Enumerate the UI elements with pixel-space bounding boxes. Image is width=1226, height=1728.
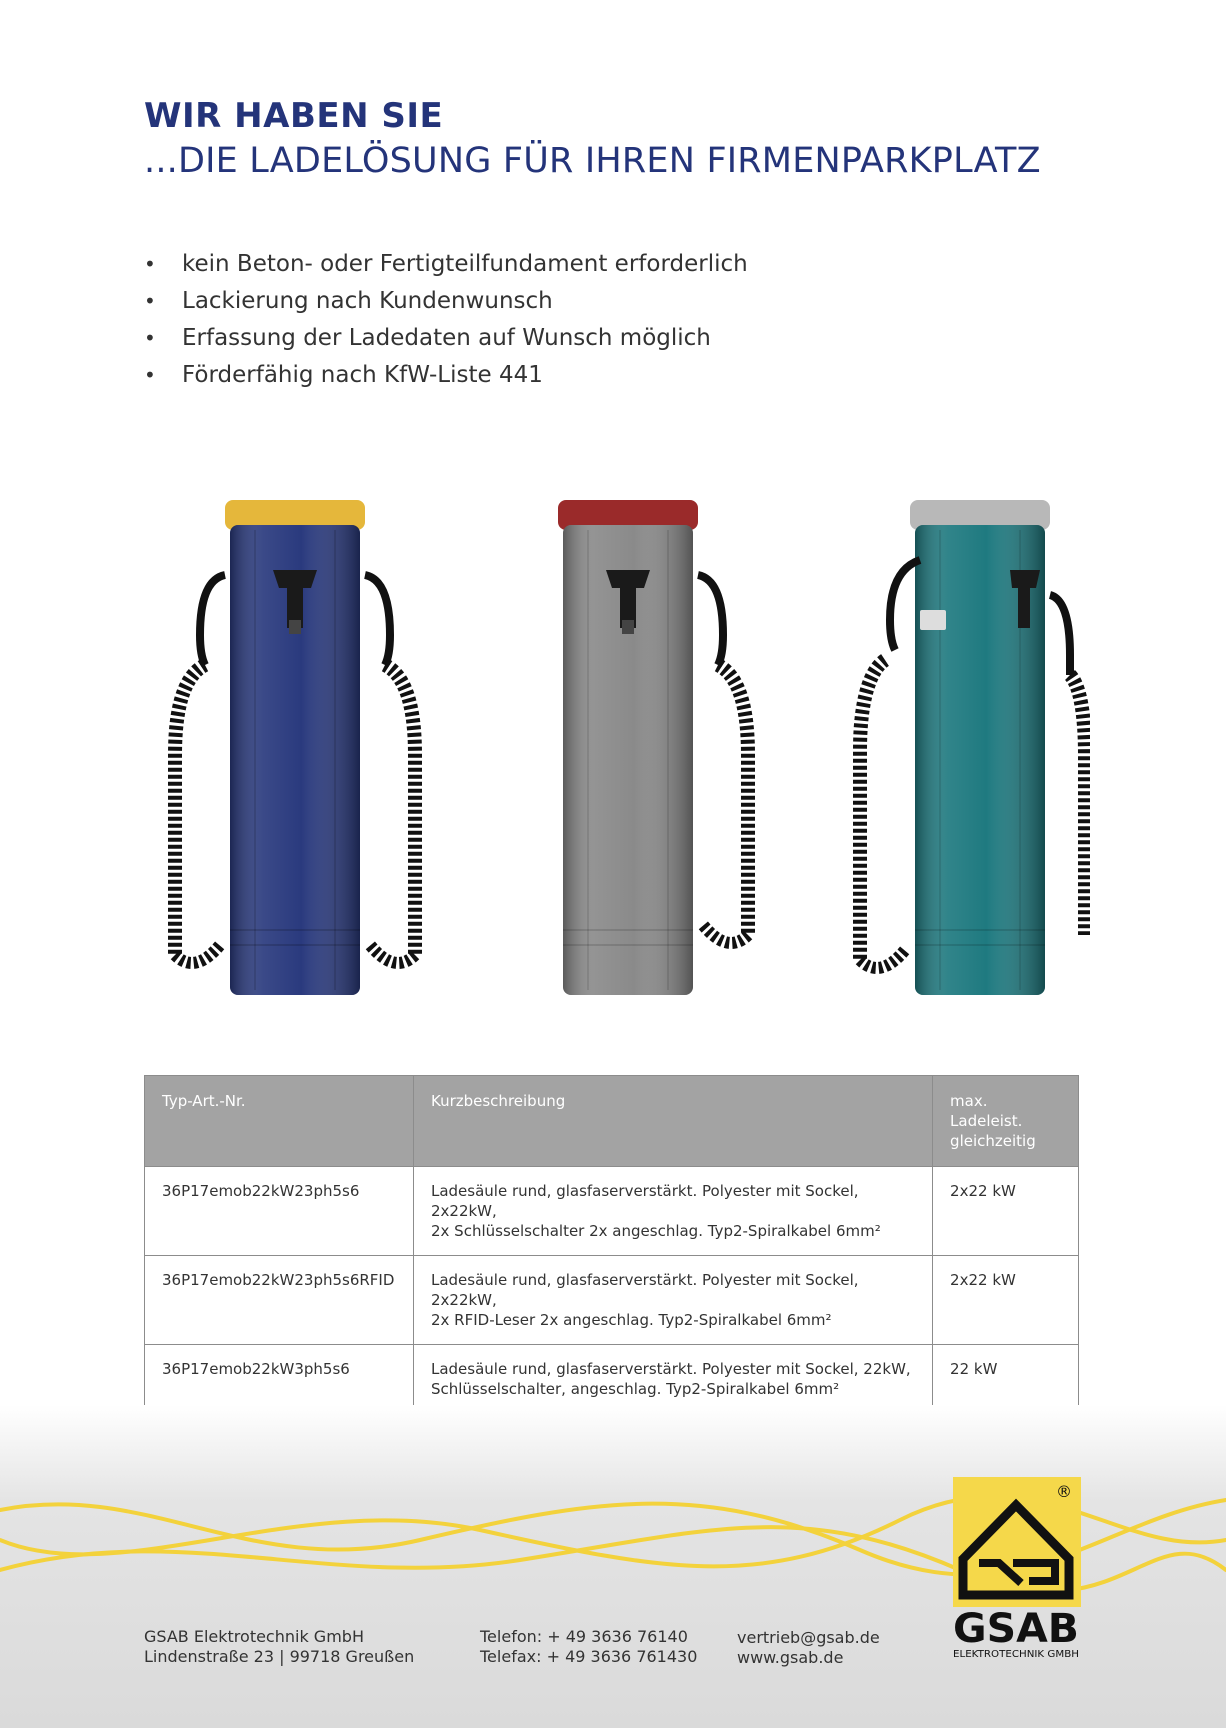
cell-id: 36P17emob22kW23ph5s6	[145, 1167, 414, 1256]
bullet-icon: •	[144, 326, 156, 350]
feature-item	[144, 320, 748, 357]
website-link[interactable]: www.gsab.de	[737, 1648, 844, 1667]
feature-text: Erfassung der Ladedaten auf Wunsch möglich	[182, 325, 711, 351]
description-line: Ladesäule rund, glasfaserverstärkt. Polyester mit Sockel, 2x22kW,	[430, 1182, 859, 1220]
bullet-icon: •	[144, 363, 156, 387]
email-link[interactable]: vertrieb@gsab.de	[737, 1628, 880, 1647]
logo-subtext: ELEKTROTECHNIK GMBH	[953, 1649, 1079, 1659]
description-line: Ladesäule rund, glasfaserverstärkt. Polyester mit Sockel, 22kW,	[430, 1360, 911, 1378]
feature-list	[144, 246, 748, 394]
headline	[144, 94, 1041, 184]
description-line: Ladesäule rund, glasfaserverstärkt. Polyester mit Sockel, 2x22kW,	[430, 1271, 859, 1309]
cell-power: 2x22 kW	[933, 1256, 1079, 1345]
column-header-description: Kurzbeschreibung	[413, 1076, 932, 1167]
cell-power: 22 kW	[933, 1345, 1079, 1414]
feature-text: Förderfähig nach KfW-Liste 441	[182, 362, 543, 388]
cell-id: 36P17emob22kW3ph5s6	[145, 1345, 414, 1414]
feature-item	[144, 283, 748, 320]
fax-number: Telefax: + 49 3636 761430	[480, 1647, 698, 1666]
table-header-row	[145, 1076, 1079, 1167]
table-row	[145, 1167, 1079, 1256]
feature-text: kein Beton- oder Fertigteilfundament erforderlich	[182, 251, 748, 277]
cell-id: 36P17emob22kW23ph5s6RFID	[145, 1256, 414, 1345]
logo-text: GSAB	[953, 1606, 1079, 1652]
phone-number: Telefon: + 49 3636 76140	[480, 1627, 688, 1646]
gsab-logo	[951, 1477, 1082, 1659]
bullet-icon: •	[144, 289, 156, 313]
feature-text: Lackierung nach Kundenwunsch	[182, 288, 553, 314]
cell-description	[413, 1167, 932, 1256]
company-name: GSAB Elektrotechnik GmbH	[144, 1627, 364, 1646]
bullet-icon: •	[144, 252, 156, 276]
description-line: 2x Schlüsselschalter 2x angeschlag. Typ2-Spiralkabel 6mm²	[430, 1222, 881, 1240]
headline-title: WIR HABEN SIE	[144, 96, 444, 136]
column-header-power: max. Ladeleist. gleichzeitig	[933, 1076, 1079, 1167]
feature-item	[144, 246, 748, 283]
cell-description	[413, 1345, 932, 1414]
contact-phone	[480, 1627, 697, 1667]
headline-subtitle: ...DIE LADELÖSUNG FÜR IHREN FIRMENPARKPLATZ	[144, 141, 1041, 181]
charging-station-grey	[558, 500, 748, 995]
column-header-id: Typ-Art.-Nr.	[145, 1076, 414, 1167]
charging-station-blue	[175, 500, 415, 995]
table-row	[145, 1345, 1079, 1414]
cell-description	[413, 1256, 932, 1345]
registered-mark: ®	[1056, 1482, 1072, 1501]
charging-station-teal	[860, 500, 1085, 995]
description-line: Schlüsselschalter, angeschlag. Typ2-Spiralkabel 6mm²	[430, 1380, 840, 1398]
table-row	[145, 1256, 1079, 1345]
cell-power: 2x22 kW	[933, 1167, 1079, 1256]
description-line: 2x RFID-Leser 2x angeschlag. Typ2-Spiralkabel 6mm²	[430, 1311, 832, 1329]
contact-company	[144, 1627, 414, 1667]
company-address: Lindenstraße 23 | 99718 Greußen	[144, 1647, 415, 1666]
feature-item	[144, 357, 748, 394]
contact-online	[737, 1628, 880, 1668]
product-images	[130, 490, 1090, 1010]
